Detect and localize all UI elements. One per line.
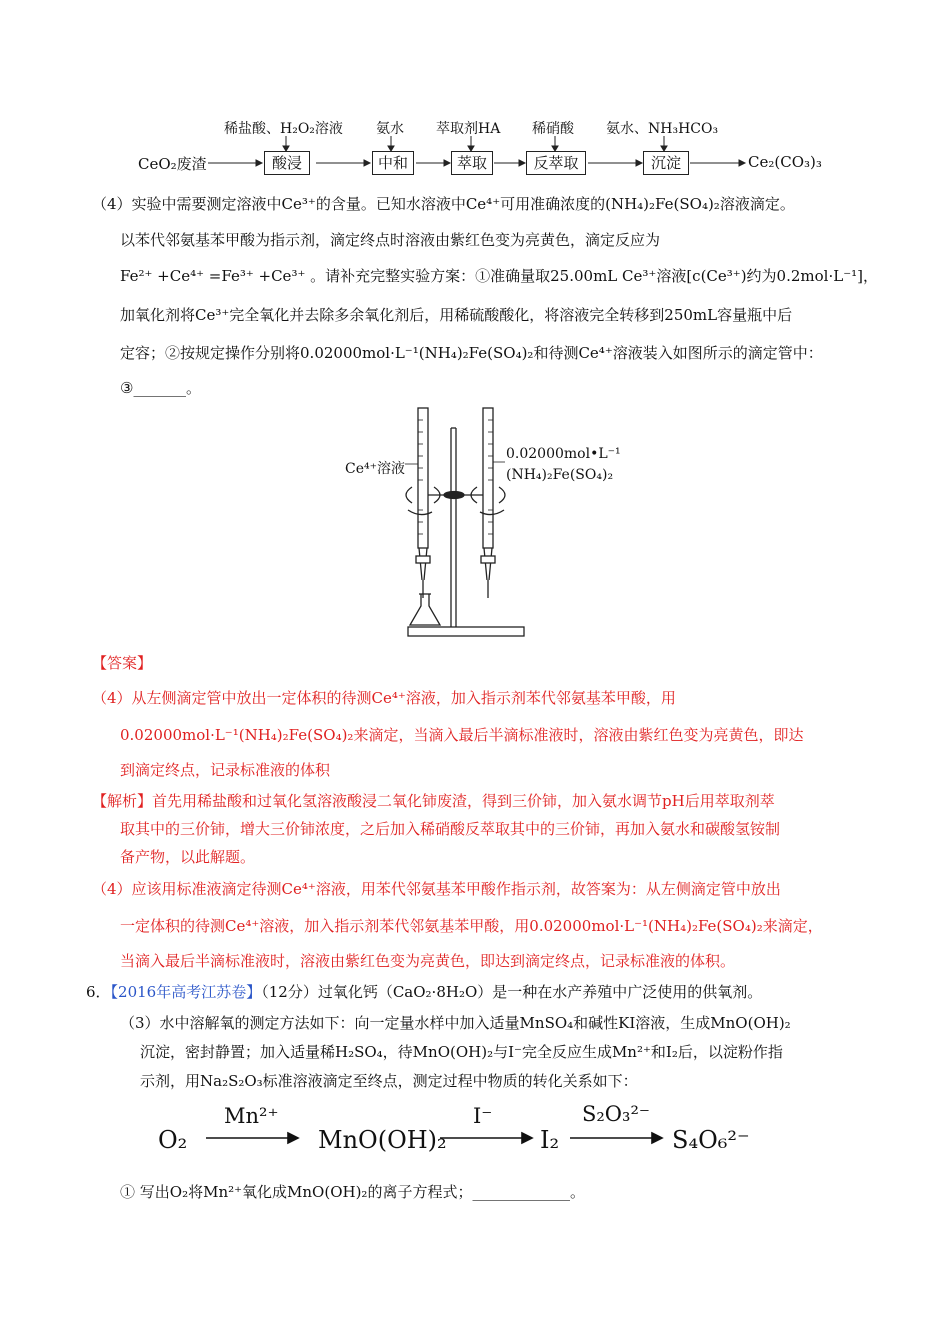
- right-burette-label-solution: (NH₄)₂Fe(SO₄)₂: [506, 467, 614, 483]
- q4-line-6: ③_______。: [120, 379, 201, 397]
- reagent-3: 萃取剂HA: [436, 121, 501, 137]
- right-burette-label-concentration: 0.02000mol•L⁻¹: [506, 446, 621, 462]
- reagent-2: 氨水: [376, 121, 404, 137]
- q6-part3-line-1: （3）水中溶解氧的测定方法如下：向一定量水样中加入适量MnSO₄和碱性KI溶液，生成MnO(OH)₂: [120, 1014, 791, 1032]
- q4-line-2: 以苯代邻氨基苯甲酸为指示剂，滴定终点时溶液由紫红色变为亮黄色，滴定反应为: [120, 231, 661, 249]
- answer-line-1: （4）从左侧滴定管中放出一定体积的待测Ce⁴⁺溶液，加入指示剂苯代邻氨基苯甲酸，用: [92, 689, 676, 707]
- reagent-4: 稀硝酸: [532, 121, 574, 137]
- q6-subquestion-1: ① 写出O₂将Mn²⁺氧化成MnO(OH)₂的离子方程式；_____________。: [120, 1183, 585, 1201]
- step-acid-leach: 酸浸: [264, 151, 310, 175]
- q4-line-5: 定容；②按规定操作分别将0.02000mol·L⁻¹(NH₄)₂Fe(SO₄)₂和待测Ce⁴⁺溶液装入如图所示的滴定管中：: [120, 344, 823, 362]
- analysis-tag: 【解析】: [92, 792, 153, 810]
- q4-line-3: Fe²⁺ +Ce⁴⁺ =Fe³⁺ +Ce³⁺ 。请补充完整实验方案：①准确量取25.00mL Ce³⁺溶液[c(Ce³⁺)约为0.2mol·L⁻¹]，: [120, 267, 878, 285]
- q4-line-4: 加氧化剂将Ce³⁺完全氧化并去除多余氧化剂后，用稀硫酸酸化，将溶液完全转移到250mL容量瓶中后: [120, 306, 793, 324]
- analysis-line-4: （4）应该用标准液滴定待测Ce⁴⁺溶液，用苯代邻氨基苯甲酸作指示剂，故答案为：从左侧滴定管中放出: [92, 880, 781, 898]
- step-extract: 萃取: [451, 151, 493, 175]
- reagent-5: 氨水、NH₃HCO₃: [606, 121, 719, 137]
- scheme-reagent-thiosulfate: S₂O₃²⁻: [582, 1102, 650, 1126]
- step-precipitate: 沉淀: [643, 151, 689, 175]
- scheme-species-o2: O₂: [158, 1126, 188, 1154]
- step-back-extract: 反萃取: [526, 151, 586, 175]
- analysis-line-6: 当滴入最后半滴标准液时，溶液由紫红色变为亮黄色，即达到滴定终点，记录标准液的体积。: [120, 952, 736, 970]
- end-product: Ce₂(CO₃)₃: [748, 153, 822, 171]
- scheme-reagent-iodide: I⁻: [473, 1104, 493, 1128]
- q6-number: 6．: [86, 983, 111, 1001]
- answer-tag: 【答案】: [92, 654, 153, 672]
- answer-line-3: 到滴定终点，记录标准液的体积: [120, 761, 331, 779]
- reagent-1: 稀盐酸、H₂O₂溶液: [224, 121, 343, 137]
- scheme-species-tetrathionate: S₄O₆²⁻: [672, 1126, 750, 1154]
- q4-line-1: （4）实验中需要测定溶液中Ce³⁺的含量。已知水溶液中Ce⁴⁺可用准确浓度的(NH₄)₂Fe(SO₄)₂溶液滴定。: [92, 195, 795, 213]
- left-burette-label: Ce⁴⁺溶液: [345, 461, 405, 477]
- scheme-reagent-mn: Mn²⁺: [224, 1104, 279, 1128]
- q6-intro: （12分）过氧化钙（CaO₂·8H₂O）是一种在水产养殖中广泛使用的供氧剂。: [261, 983, 763, 1001]
- analysis-text-1: 首先用稀盐酸和过氧化氢溶液酸浸二氧化铈废渣，得到三价铈，加入氨水调节pH后用萃取剂萃: [152, 792, 775, 810]
- answer-line-2: 0.02000mol·L⁻¹(NH₄)₂Fe(SO₄)₂来滴定，当滴入最后半滴标准液时，溶液由紫红色变为亮黄色，即达: [120, 726, 804, 744]
- q6-source: 【2016年高考江苏卷】: [110, 983, 262, 1001]
- analysis-line-5: 一定体积的待测Ce⁴⁺溶液，加入指示剂苯代邻氨基苯甲酸，用0.02000mol·L⁻¹(NH₄)₂Fe(SO₄)₂来滴定，: [120, 917, 823, 935]
- q6-part3-line-2: 沉淀，密封静置；加入适量稀H₂SO₄，待MnO(OH)₂与I⁻完全反应生成Mn²⁺和I₂后，以淀粉作指: [140, 1043, 783, 1061]
- q6-part3-line-3: 示剂，用Na₂S₂O₃标准溶液滴定至终点，测定过程中物质的转化关系如下：: [140, 1072, 638, 1090]
- step-neutralize: 中和: [372, 151, 414, 175]
- scheme-species-mnooh2: MnO(OH)₂: [318, 1126, 447, 1154]
- scheme-species-i2: I₂: [540, 1126, 560, 1154]
- start-material: CeO₂废渣: [138, 155, 207, 173]
- analysis-line-2: 取其中的三价铈，增大三价铈浓度，之后加入稀硝酸反萃取其中的三价铈，再加入氨水和碳酸氢铵制: [120, 820, 781, 838]
- analysis-line-3: 备产物，以此解题。: [120, 848, 256, 866]
